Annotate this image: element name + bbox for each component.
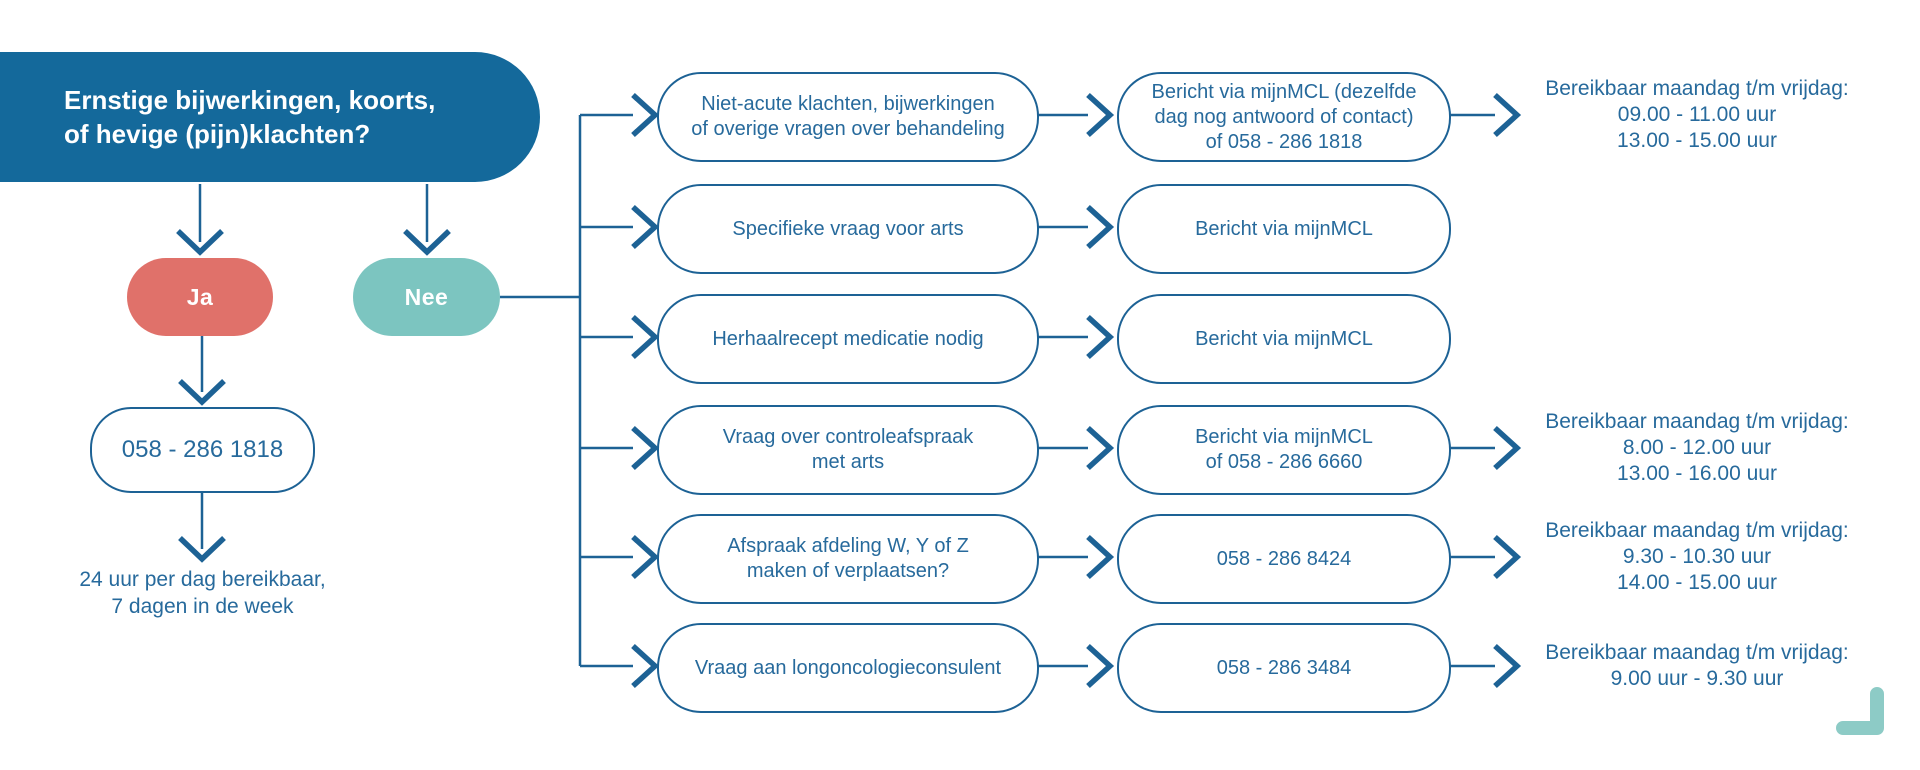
question-text: Herhaalrecept medicatie nodig (712, 327, 984, 350)
arrow-right-icon (1088, 428, 1110, 468)
action-text: Bericht via mijnMCL of 058 - 286 6660 (1195, 426, 1373, 473)
action-text: 058 - 286 8424 (1216, 547, 1352, 570)
question-box (657, 623, 1039, 713)
arrow-right-icon (1495, 646, 1517, 686)
question-box (657, 184, 1039, 274)
availability-text: Bereikbaar maandag t/m vrijdag: 9.00 uur - 9.30 uur (1545, 641, 1849, 690)
arrow-right-icon (633, 428, 655, 468)
answer-yes-label: Ja (186, 283, 214, 310)
action-text: Bericht via mijnMCL (1195, 327, 1373, 350)
question-box (657, 294, 1039, 384)
arrow-right-icon (633, 537, 655, 577)
answer-no-label: Nee (404, 283, 449, 310)
arrow-right-icon (633, 207, 655, 247)
arrow-right-icon (1088, 646, 1110, 686)
action-text: Bericht via mijnMCL (dezelfde dag nog antwoord of contact) of 058 - 286 1818 (1151, 80, 1417, 153)
action-box (1117, 184, 1451, 274)
arrow-right-icon (1088, 317, 1110, 357)
root-question-text: Ernstige bijwerkingen, koorts, of hevige (pijn)klachten? (64, 85, 436, 149)
arrow-right-icon (1088, 95, 1110, 135)
emergency-availability-text: 24 uur per dag bereikbaar, 7 dagen in de week (79, 568, 326, 618)
question-text: Specifieke vraag voor arts (732, 217, 964, 240)
arrow-right-icon (1495, 537, 1517, 577)
action-box (1117, 294, 1451, 384)
question-text: Afspraak afdeling W, Y of Z maken of verplaatsen? (727, 535, 969, 582)
arrow-right-icon (1088, 207, 1110, 247)
emergency-phone-box (90, 407, 315, 493)
question-box (657, 514, 1039, 604)
availability-text: Bereikbaar maandag t/m vrijdag: 09.00 - 11.00 uur 13.00 - 15.00 uur (1545, 77, 1849, 152)
action-box (1117, 623, 1451, 713)
action-box (1117, 405, 1451, 495)
arrow-right-icon (633, 95, 655, 135)
arrow-right-icon (1495, 428, 1517, 468)
arrow-right-icon (1495, 95, 1517, 135)
answer-yes-pill (127, 258, 273, 336)
question-box (657, 405, 1039, 495)
action-box (1117, 72, 1451, 162)
availability-text: Bereikbaar maandag t/m vrijdag: 9.30 - 10.30 uur 14.00 - 15.00 uur (1545, 519, 1849, 594)
action-text: Bericht via mijnMCL (1195, 217, 1373, 240)
question-text: Niet-acute klachten, bijwerkingen of overige vragen over behandeling (691, 93, 1005, 140)
arrow-right-icon (633, 317, 655, 357)
answer-no-pill (353, 258, 500, 336)
root-question-box (0, 52, 540, 182)
emergency-phone-number: 058 - 286 1818 (121, 436, 284, 463)
question-text: Vraag over controleafspraak met arts (722, 426, 974, 473)
question-box (657, 72, 1039, 162)
arrow-right-icon (633, 646, 655, 686)
question-text: Vraag aan longoncologieconsulent (694, 656, 1002, 679)
availability-text: Bereikbaar maandag t/m vrijdag: 8.00 - 12.00 uur 13.00 - 16.00 uur (1545, 410, 1849, 485)
arrow-right-icon (1088, 537, 1110, 577)
action-text: 058 - 286 3484 (1216, 656, 1352, 679)
action-box (1117, 514, 1451, 604)
